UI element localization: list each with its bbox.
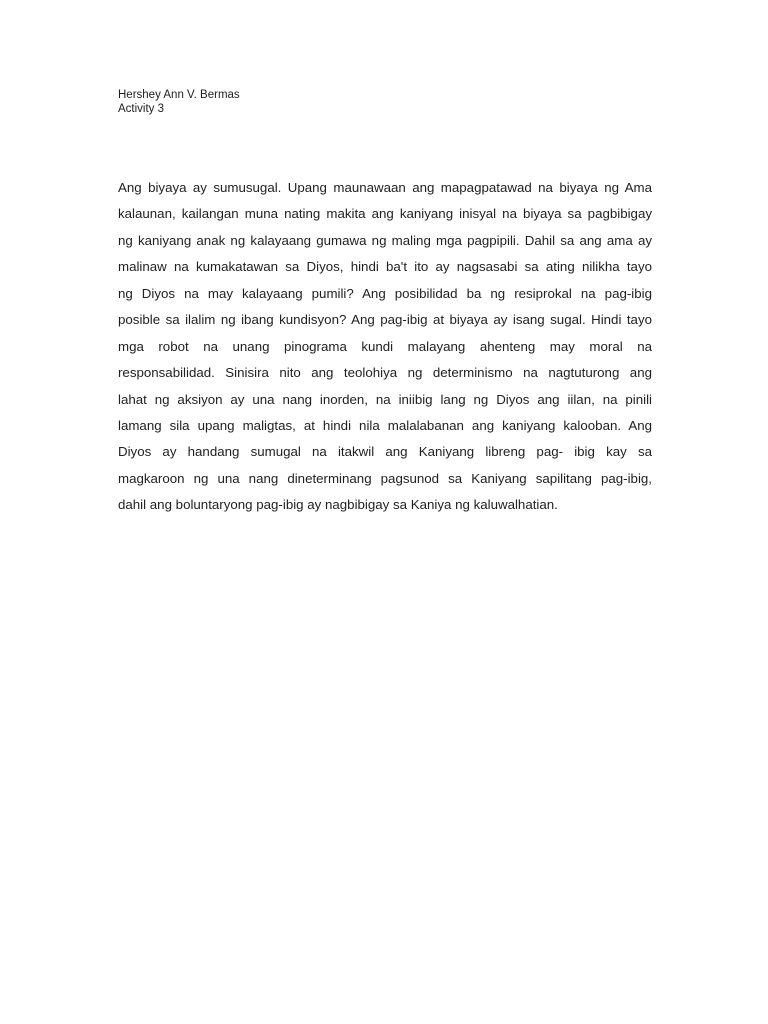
paragraph-line: kalaunan, kailangan muna nating makita ang kaniyang inisyal na biyaya sa pagbibigay	[118, 206, 652, 222]
paragraph-line: responsabilidad. Sinisira nito ang teolohiya ng determinismo na nagtuturong ang	[118, 365, 652, 381]
body-paragraph	[118, 175, 652, 519]
paragraph-line: magkaroon ng una nang dineterminang pagsunod sa Kaniyang sapilitang pag-ibig,	[118, 470, 652, 486]
paragraph-line: malinaw na kumakatawan sa Diyos, hindi ba't ito ay nagsasabi sa ating nilikha tayo	[118, 259, 652, 275]
paragraph-line: lahat ng aksiyon ay una nang inorden, na iniibig lang ng Diyos ang iilan, na pinili	[118, 391, 652, 407]
paragraph-line: Diyos ay handang sumugal na itakwil ang Kaniyang libreng pag- ibig kay sa	[118, 444, 652, 460]
paragraph-line: mga robot na unang pinograma kundi malayang ahenteng may moral na	[118, 338, 652, 354]
document-header	[118, 88, 418, 116]
author-name: Hershey Ann V. Bermas	[118, 89, 240, 101]
paragraph-line: dahil ang boluntaryong pag-ibig ay nagbibigay sa Kaniya ng kaluwalhatian.	[118, 497, 558, 513]
activity-label: Activity 3	[118, 103, 165, 115]
paragraph-line: ng Diyos na may kalayaang pumili? Ang posibilidad ba ng resiprokal na pag-ibig	[118, 285, 652, 301]
paragraph-line: posible sa ilalim ng ibang kundisyon? Ang pag-ibig at biyaya ay isang sugal. Hindi tayo	[118, 312, 652, 328]
paragraph-line: lamang sila upang maligtas, at hindi nila malalabanan ang kaniyang kalooban. Ang	[118, 417, 652, 433]
paragraph-line: ng kaniyang anak ng kalayaang gumawa ng maling mga pagpipili. Dahil sa ang ama ay	[118, 232, 652, 248]
paragraph-line: Ang biyaya ay sumusugal. Upang maunawaan ang mapagpatawad na biyaya ng Ama	[118, 180, 652, 195]
